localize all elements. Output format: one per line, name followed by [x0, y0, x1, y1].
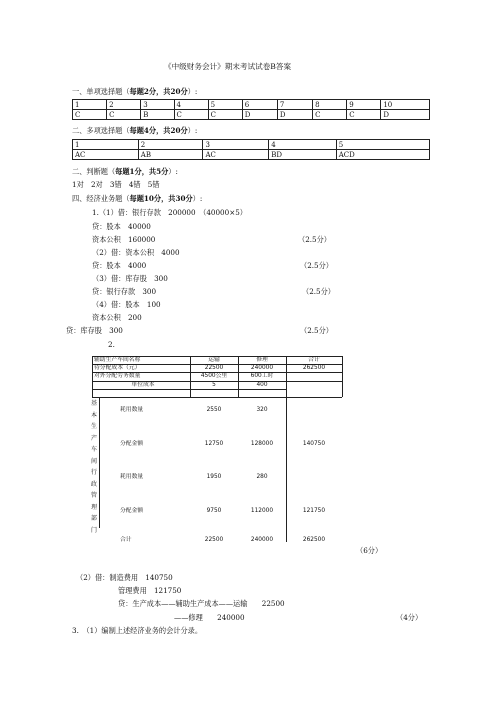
external-quantity-label: 对外分配劳务数量 — [94, 373, 141, 379]
header-total: 合计 — [308, 357, 320, 363]
section2-answer-table — [72, 139, 430, 160]
section1-heading — [72, 87, 197, 96]
table-cell: 10 — [381, 100, 430, 110]
entry-line: （2）借：资本公积 4000 — [92, 248, 180, 257]
entry-line: 贷：股本 4000 — [92, 261, 147, 270]
section3-heading-text: 二、判断题（ — [72, 167, 116, 176]
section4-heading — [72, 194, 202, 203]
table-cell: 9 — [347, 100, 381, 110]
table-cell: AC — [203, 150, 269, 160]
section2-number-row — [73, 140, 430, 150]
table-cell: AC — [73, 150, 139, 160]
table-cell: C — [347, 110, 381, 120]
dept-label-char: 生 — [90, 423, 97, 430]
table-cell: C — [73, 110, 107, 120]
consumed-quantity-label: 耗用数量 — [120, 474, 144, 480]
table-cell: ACD — [336, 150, 429, 160]
entry-line: 1.（1）借：银行存款 200000 （40000×5） — [92, 208, 247, 217]
table-cell: 240000 — [250, 537, 274, 543]
entry-line: 贷：生产成本——辅助生产成本——运输 22500 — [118, 599, 285, 608]
unit-cost-repair: 400 — [256, 382, 268, 388]
entry-line: 贷：股本 40000 — [92, 222, 151, 231]
score-label: （4分） — [396, 613, 423, 622]
table-cell: 7 — [277, 100, 312, 110]
document-title: 《中级财务会计》期末考试试卷B答案 — [164, 62, 292, 71]
dept-label-char: 管 — [90, 492, 97, 499]
dept-label-char: 门 — [90, 526, 97, 534]
entry-line: （3）借：库存股 300 — [92, 274, 168, 283]
dept-label-char: 行 — [90, 469, 97, 476]
pending-cost-transport: 22500 — [204, 365, 224, 371]
consumed-quantity-label: 耗用数量 — [120, 407, 144, 413]
table-cell: 4 — [269, 140, 336, 150]
section1-heading-text: 一、单项选择题（ — [72, 87, 130, 96]
entry-line: ——修理 240000 — [174, 613, 245, 622]
section2-heading — [72, 126, 197, 135]
table-cell: 3 — [203, 140, 269, 150]
table-cell: 12750 — [204, 441, 224, 447]
section1-heading-bold: 每题2分，共20分 — [129, 87, 188, 96]
dept-label-char: 本 — [90, 411, 97, 419]
table-cell: 262500 — [302, 537, 326, 543]
allocated-amount-label: 分配金额 — [120, 441, 144, 447]
pending-cost-label: 待分配成本（元） — [94, 365, 141, 371]
table-cell: 140750 — [302, 441, 326, 447]
score-label: （6分） — [356, 546, 383, 555]
table-cell: 128000 — [250, 441, 274, 447]
table-cell: 4 — [174, 100, 208, 110]
section3-answers: 1对 2对 3错 4错 5错 — [72, 180, 160, 189]
table-cell: BD — [269, 150, 336, 160]
dept-label-char: 间 — [90, 457, 97, 465]
entry-line: 资本公积 200 — [92, 313, 142, 322]
entry-line: 管理费用 121750 — [118, 586, 182, 595]
total-row-label: 合计 — [120, 537, 132, 543]
table-rule — [92, 356, 93, 397]
unit-cost-transport: 5 — [212, 382, 216, 388]
table-cell: C — [107, 110, 141, 120]
section4-heading-end: ）: — [192, 194, 203, 203]
dept-label-char: 基 — [90, 400, 97, 407]
entry-line: 贷：银行存款 300 — [92, 287, 157, 296]
dept-label-char: 产 — [90, 434, 97, 442]
entry-line: 资本公积 160000 — [92, 235, 156, 244]
table-rule — [92, 389, 286, 390]
section2-heading-end: ）: — [187, 126, 198, 135]
header-dept-name: 辅助生产车间名称 — [94, 357, 141, 363]
section1-answer-table — [72, 99, 430, 120]
table-cell: D — [381, 110, 430, 120]
table-cell: 1950 — [206, 474, 222, 480]
header-transport: 运输 — [208, 357, 220, 363]
section3-heading-bold: 每题1分，共5分 — [115, 167, 169, 176]
table-cell: 2 — [107, 100, 141, 110]
table-cell: D — [242, 110, 277, 120]
section3-heading-end: ）: — [168, 167, 178, 176]
dept-label-char: 政 — [90, 480, 97, 488]
table-cell: 8 — [313, 100, 347, 110]
table-cell: 5 — [336, 140, 429, 150]
pending-cost-total: 262500 — [302, 365, 326, 371]
pending-cost-repair: 240000 — [250, 365, 274, 371]
section4-heading-text: 四、经济业务题（ — [72, 194, 130, 203]
table-rule — [99, 397, 100, 528]
question-3-prompt: 3. （1）编制上述经济业务的会计分录。 — [72, 626, 203, 635]
table-cell: 3 — [141, 100, 174, 110]
table-cell: 2550 — [206, 407, 222, 413]
score-label: （2.5分） — [302, 287, 335, 296]
header-repair: 修理 — [256, 357, 268, 363]
dept-label-char: 车 — [90, 446, 97, 453]
section2-heading-bold: 每题4分，共20分 — [129, 126, 188, 135]
section2-heading-text: 二、多项选择题（ — [72, 126, 130, 135]
table-cell: C — [208, 110, 242, 120]
external-quantity-repair: 600工时 — [250, 373, 274, 379]
score-label: （2.5分） — [298, 235, 331, 244]
table-cell: 1 — [73, 140, 139, 150]
allocated-amount-label: 分配金额 — [120, 508, 144, 514]
table-cell: 9750 — [206, 508, 222, 514]
table-cell: 280 — [256, 474, 268, 480]
question-number: 2. — [108, 340, 115, 349]
table-rule — [342, 356, 343, 397]
section1-answer-row — [73, 110, 430, 120]
section2-answer-row — [73, 150, 430, 160]
dept-label-char: 理 — [90, 503, 97, 511]
table-cell: 1 — [73, 100, 107, 110]
external-quantity-transport: 4500公里 — [200, 373, 228, 379]
table-cell: 22500 — [204, 537, 224, 543]
table-cell: AB — [138, 150, 203, 160]
table-cell: B — [141, 110, 174, 120]
section4-heading-bold: 每题10分，共30分 — [129, 194, 193, 203]
table-cell: D — [277, 110, 312, 120]
section1-heading-end: ）: — [187, 87, 198, 96]
unit-cost-label: 单位成本 — [131, 382, 155, 388]
score-label: （2.5分） — [300, 261, 333, 270]
entry-line: 贷：库存股 300 — [66, 326, 123, 335]
table-cell: 320 — [256, 407, 268, 413]
section1-number-row — [73, 100, 430, 110]
table-cell: 112000 — [250, 508, 274, 514]
table-cell: 121750 — [302, 508, 326, 514]
section3-heading — [72, 167, 178, 176]
table-cell: 5 — [208, 100, 242, 110]
table-rule — [92, 397, 342, 398]
entry-line: （4）借：股本 100 — [92, 300, 161, 309]
entry-line: （2）借：制造费用 140750 — [76, 573, 173, 582]
table-cell: 2 — [138, 140, 203, 150]
dept-label-char: 部 — [90, 515, 97, 522]
table-cell: C — [313, 110, 347, 120]
table-cell: 6 — [242, 100, 277, 110]
score-label: （2.5分） — [300, 326, 333, 335]
table-cell: C — [174, 110, 208, 120]
